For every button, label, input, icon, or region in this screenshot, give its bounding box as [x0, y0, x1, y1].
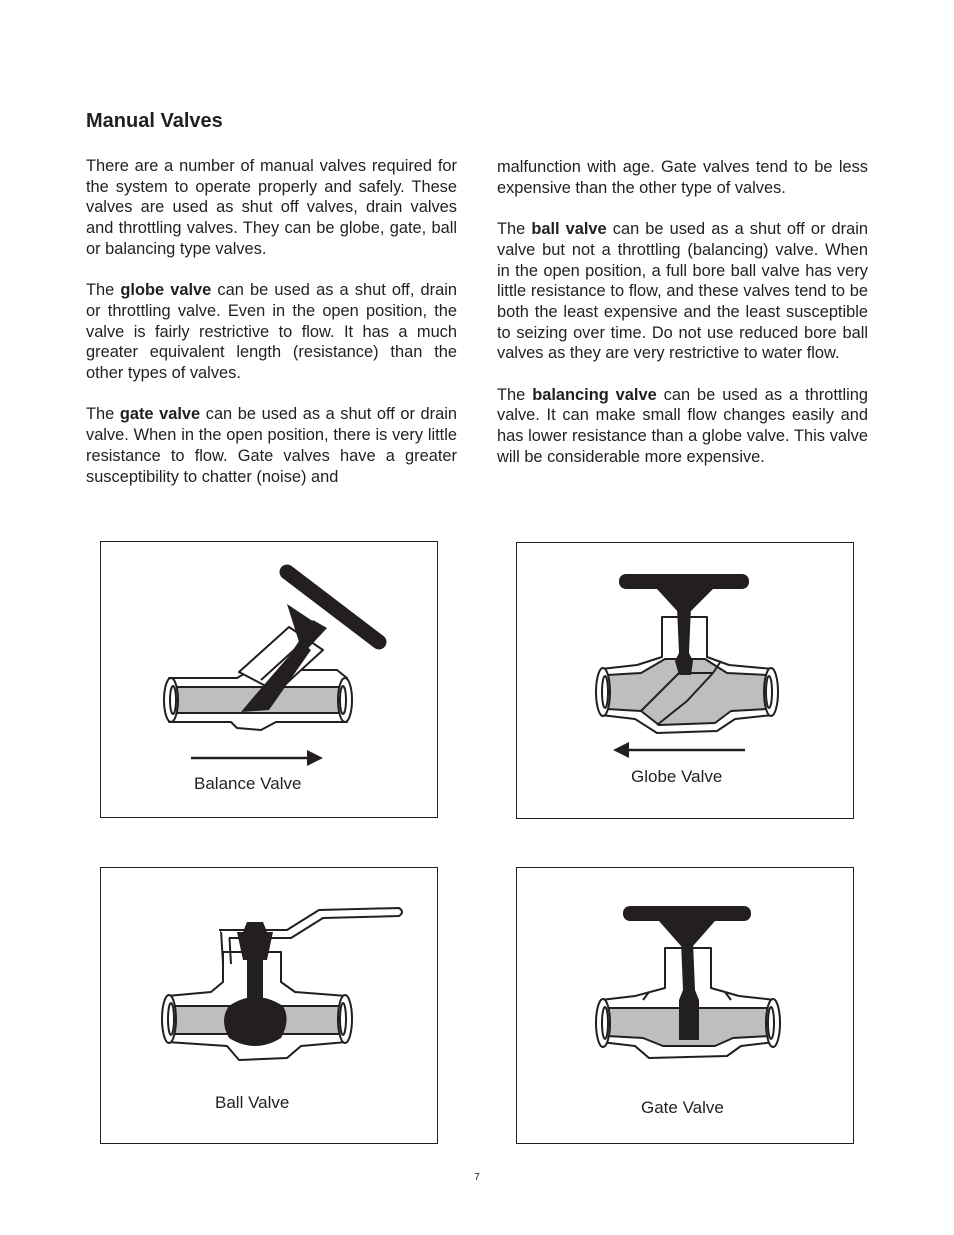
text-run: can be used as a shut off, drain or throttling valve. Even in the open position, the valve is fairly restrictive to flow. It has a much greater equivalent length (resistance) than the other types of valves. [86, 281, 457, 383]
globe-valve-caption: Globe Valve [631, 767, 723, 786]
term-globe-valve: globe valve [120, 281, 212, 300]
page-number: 7 [474, 1172, 480, 1183]
term-balancing-valve: balancing valve [532, 385, 657, 404]
text-column-right [497, 157, 868, 488]
text-run: The [86, 405, 120, 424]
term-ball-valve: ball valve [531, 220, 607, 239]
text-run: can be used as a throttling valve. It can make small flow changes easily and has lower resistance than a globe valve. This valve will be considerable more expensive. [497, 385, 868, 466]
ball-valve-caption: Ball Valve [215, 1093, 290, 1112]
gate-valve-paragraph-continued: malfunction with age. Gate valves tend to be less expensive than the other type of valves. [497, 158, 868, 197]
text-run: The [86, 281, 121, 300]
ball-valve-figure [100, 867, 438, 1144]
term-gate-valve: gate valve [119, 405, 201, 424]
text-run: can be used as a shut off or drain valve but not a throttling (balancing) valve. When in the open position, a full bore ball valve has very little resistance to flow, and these valves tend to be both the least expensive and the least susceptible to seizing over time. Do not use reduced bore ball valves as they are very restrictive to water flow. [497, 220, 868, 363]
intro-paragraph: There are a number of manual valves required for the system to operate properly and safely. These valves are used as shut off valves, drain valves and throttling valves. They can be globe, gate, ball or balancing type valves. [86, 157, 457, 258]
balancing-valve-paragraph [497, 385, 868, 468]
gate-valve-paragraph [86, 404, 457, 487]
balance-valve-figure [100, 541, 438, 818]
page-title: Manual Valves [86, 110, 223, 132]
text-run: The [497, 220, 532, 239]
text-column-left [86, 156, 457, 508]
gate-valve-caption: Gate Valve [641, 1098, 724, 1117]
globe-valve-paragraph [86, 280, 457, 384]
ball-valve-paragraph [497, 219, 868, 364]
gate-valve-figure [516, 867, 854, 1144]
balance-valve-caption: Balance Valve [194, 774, 302, 793]
text-run: The [497, 385, 533, 404]
globe-valve-figure [516, 542, 854, 819]
text-run: can be used as a shut off or drain valve. When in the open position, there is very little resistance to flow. Gate valves have a greater susceptibility to chatter (noise) and [86, 405, 457, 486]
